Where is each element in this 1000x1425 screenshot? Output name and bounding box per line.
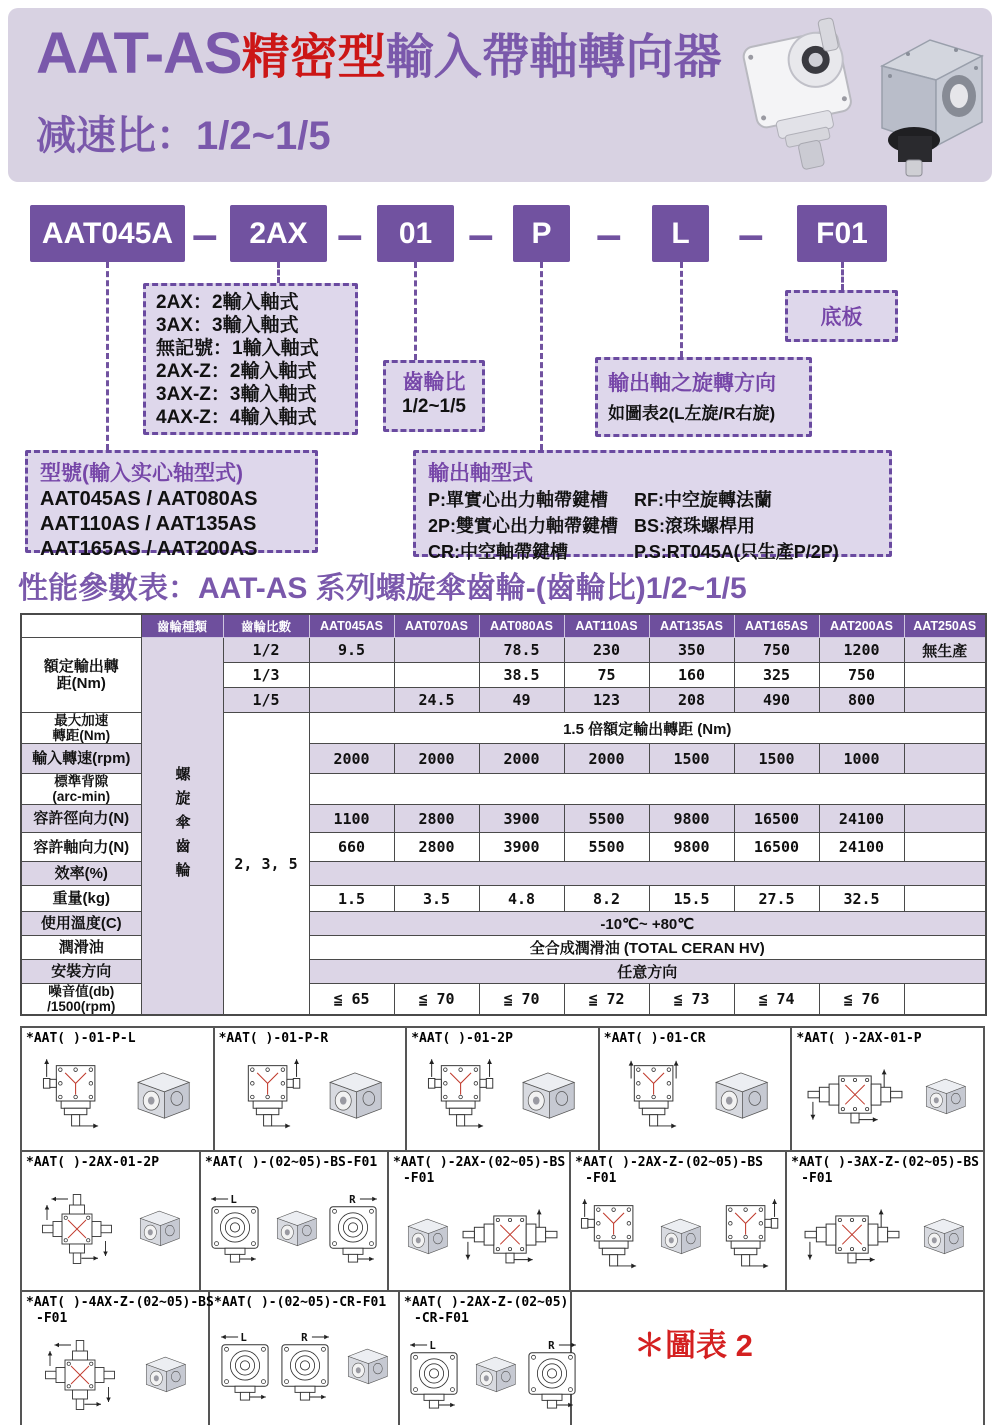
connector-line: [680, 262, 683, 357]
value-cell: ≦ 74: [734, 984, 819, 1016]
model-code-segment: P: [513, 205, 570, 262]
table-header-cell: AAT070AS: [394, 614, 479, 638]
gearbox-two-axis-drawing: [800, 1203, 904, 1271]
value-cell: 750: [734, 638, 819, 663]
value-cell: 1500: [734, 744, 819, 774]
gearbox-two-axis-drawing: [803, 1063, 907, 1131]
value-cell: 32.5: [819, 886, 904, 912]
figure-cell-drawings: [26, 1327, 204, 1423]
gearbox-isometric-drawing: [649, 1214, 707, 1261]
callout-input-shaft-types: [143, 283, 358, 435]
figure-cell-label: *AAT( )-01-CR: [603, 1031, 706, 1046]
value-cell: 3900: [479, 805, 564, 833]
model-code-segment: L: [652, 205, 709, 262]
value-cell: 208: [649, 688, 734, 713]
callout-line: 2AX-Z：2輸入軸式: [156, 361, 317, 382]
callout-model-list: [25, 450, 318, 560]
figure-grid: [20, 1026, 985, 1425]
callout-line: 2P:雙實心出力軸帶鍵槽: [428, 516, 619, 536]
callout-rotation-direction: [595, 357, 812, 437]
figure-cell-label: *AAT( )-2AX-Z-(02~05)-BS -F01: [575, 1155, 781, 1187]
value-cell: [904, 663, 986, 688]
value-cell: [904, 688, 986, 713]
figure-note: ＊圖表 2: [634, 1328, 753, 1363]
value-cell: ≦ 70: [394, 984, 479, 1016]
svg-text:L: L: [429, 1338, 436, 1352]
row-label-cell: 輸入轉速(rpm): [21, 744, 141, 774]
value-cell: 160: [649, 663, 734, 688]
title-model-series: AAT-AS: [36, 21, 242, 86]
value-cell: 2800: [394, 833, 479, 862]
value-cell: 123: [564, 688, 649, 713]
table-header-cell: AAT110AS: [564, 614, 649, 638]
gearbox-front-view-drawing: [707, 1196, 781, 1278]
value-cell: 1.5: [309, 886, 394, 912]
gearbox-front-view-drawing: [37, 1056, 111, 1138]
callout-line: 2AX：2輸入軸式: [156, 292, 299, 313]
callout-value: 1/2~1/5: [402, 396, 466, 417]
connector-line: [106, 262, 109, 450]
gearbox-four-axis-drawing: [38, 1333, 122, 1417]
gearbox-flange-view-left-drawing: [404, 1336, 464, 1414]
callout-line: 4AX-Z：4輸入軸式: [156, 407, 317, 428]
figure-cell: [400, 1292, 572, 1425]
gearbox-dual-shaft-drawing: [422, 1056, 496, 1138]
callout-title: 型號(輸入实心轴型式): [40, 462, 243, 485]
performance-table: [20, 613, 987, 1016]
value-cell: [394, 638, 479, 663]
figure-cell-label-line2: -F01: [801, 1171, 833, 1186]
gearbox-flange-view-left-drawing: [205, 1190, 265, 1268]
svg-text:L: L: [230, 1192, 237, 1206]
merged-value-cell: 1.5 倍額定輸出轉距 (Nm): [309, 713, 986, 744]
gearbox-isometric-drawing: [396, 1214, 454, 1261]
callout-line: AAT045AS / AAT080AS: [40, 488, 258, 510]
table-header-cell: 齒輪種類: [141, 614, 223, 638]
figure-cell: [389, 1152, 571, 1290]
model-code-segment: 2AX: [230, 205, 327, 262]
row-label-cell: 重量(kg): [21, 886, 141, 912]
value-cell: 490: [734, 688, 819, 713]
value-cell: 24100: [819, 805, 904, 833]
value-cell: 24100: [819, 833, 904, 862]
figure-cell: [210, 1292, 400, 1425]
value-cell: 8.2: [564, 886, 649, 912]
figure-cell-drawings: [393, 1187, 565, 1287]
title-product-name: 輸入帶軸轉向器: [385, 31, 722, 84]
value-cell: [904, 886, 986, 912]
figure-cell-label: *AAT( )-(02~05)-BS-F01: [204, 1155, 378, 1170]
value-cell: 15.5: [649, 886, 734, 912]
ratio-cell: 1/5: [223, 688, 309, 713]
value-cell: 1000: [819, 744, 904, 774]
value-cell: [904, 833, 986, 862]
merged-value-cell: [309, 862, 986, 886]
figure-cell-drawings: [214, 1311, 394, 1423]
row-label-cell: 額定輸出轉 距(Nm): [21, 638, 141, 713]
callout-line: P.S:RT045A(只生產P/2P): [634, 542, 839, 562]
gearbox-front-view-drawing: [575, 1196, 649, 1278]
table-corner-cell: [21, 614, 141, 638]
table-header-cell: AAT045AS: [309, 614, 394, 638]
row-label-cell: 安裝方向: [21, 960, 141, 984]
value-cell: ≦ 73: [649, 984, 734, 1016]
figure-grid-spacer: [572, 1292, 983, 1425]
value-cell: [309, 688, 394, 713]
value-cell: 5500: [564, 805, 649, 833]
callout-line: BS:滾珠螺桿用: [634, 516, 756, 536]
code-separator-dash: –: [468, 207, 494, 260]
figure-cell-label: *AAT( )-01-P-L: [26, 1031, 136, 1046]
gearbox-flange-view-right-drawing: [323, 1190, 383, 1268]
figure-cell-drawings: [26, 1171, 195, 1287]
value-cell: 2800: [394, 805, 479, 833]
gearbox-isometric-drawing: [134, 1352, 192, 1399]
product-photo-gray-gearbox: [868, 24, 998, 182]
gearbox-flange-view-left-drawing: [215, 1328, 275, 1406]
connector-line: [414, 262, 417, 360]
table-header-cell: AAT200AS: [819, 614, 904, 638]
merged-value-cell: -10℃~ +80℃: [309, 912, 986, 936]
row-label-cell: 容許徑向力(N): [21, 805, 141, 833]
gearbox-isometric-drawing: [507, 1066, 583, 1128]
product-photo-white-gearbox: [724, 12, 876, 180]
gearbox-isometric-drawing: [265, 1206, 323, 1253]
ratio-cell: 1/3: [223, 663, 309, 688]
gearbox-four-axis-drawing: [35, 1187, 119, 1271]
figure-cell: [792, 1028, 983, 1150]
gearbox-isometric-drawing: [464, 1352, 522, 1399]
ratio-cell: 1/2: [223, 638, 309, 663]
callout-base-plate: [785, 290, 898, 342]
figure-cell-drawings: [26, 1047, 209, 1147]
value-cell: 24.5: [394, 688, 479, 713]
svg-text:R: R: [349, 1192, 356, 1206]
figure-cell: [22, 1028, 215, 1150]
value-cell: 38.5: [479, 663, 564, 688]
figure-cell-drawings: [575, 1187, 781, 1287]
value-cell: 230: [564, 638, 649, 663]
value-cell: 800: [819, 688, 904, 713]
value-cell: 75: [564, 663, 649, 688]
gearbox-isometric-drawing: [700, 1066, 776, 1128]
value-cell: [394, 663, 479, 688]
callout-line: 無記號：1輸入軸式: [156, 338, 319, 359]
svg-text:R: R: [301, 1330, 308, 1344]
model-code-diagram: [0, 182, 1000, 565]
code-separator-dash: –: [192, 207, 218, 260]
value-cell: 16500: [734, 805, 819, 833]
svg-text:R: R: [548, 1338, 555, 1352]
value-cell: 9.5: [309, 638, 394, 663]
value-cell: 325: [734, 663, 819, 688]
figure-cell-drawings: [205, 1171, 383, 1287]
figure-cell: [201, 1152, 389, 1290]
row-label-cell: 潤滑油: [21, 936, 141, 960]
figure-cell: [22, 1152, 201, 1290]
value-cell: 3900: [479, 833, 564, 862]
model-code-segment: F01: [797, 205, 887, 262]
code-separator-dash: –: [596, 207, 622, 260]
figure-cell: [22, 1292, 214, 1425]
value-cell: 660: [309, 833, 394, 862]
connector-line: [277, 262, 280, 283]
value-cell: 1200: [819, 638, 904, 663]
row-label-cell: 噪音值(db) /1500(rpm): [21, 984, 141, 1016]
figure-cell-label-line2: -F01: [402, 1171, 435, 1186]
gearbox-isometric-drawing: [914, 1074, 972, 1121]
callout-title: 輸出軸之旋轉方向: [608, 372, 776, 395]
code-separator-dash: –: [337, 207, 363, 260]
gearbox-two-axis-drawing: [458, 1203, 562, 1271]
model-code-segment: 01: [377, 205, 454, 262]
value-cell: 2000: [309, 744, 394, 774]
value-cell: 無生產: [904, 638, 986, 663]
value-cell: [904, 805, 986, 833]
gearbox-isometric-drawing: [122, 1066, 198, 1128]
figure-cell: [571, 1152, 787, 1290]
model-code-segment: AAT045A: [30, 205, 185, 262]
connector-line: [841, 262, 844, 290]
value-cell: 2000: [394, 744, 479, 774]
callout-line: 3AX：3輸入軸式: [156, 315, 299, 336]
figure-cell: [215, 1028, 408, 1150]
table-header-cell: AAT080AS: [479, 614, 564, 638]
table-header-cell: 齒輪比數: [223, 614, 309, 638]
gearbox-front-view-drawing: [229, 1056, 303, 1138]
callout-line: P:單實心出力軸帶鍵槽: [428, 490, 608, 510]
callout-line: CR:中空軸帶鍵槽: [428, 542, 568, 562]
figure-cell-label: *AAT( )-(02~05)-CR-F01: [214, 1295, 387, 1310]
figure-cell-drawings: [411, 1047, 594, 1147]
figure-cell-label: *AAT( )-3AX-Z-(02~05)-BS -F01: [791, 1155, 979, 1186]
figure-cell-drawings: [604, 1047, 787, 1147]
merged-value-cell: 任意方向: [309, 960, 986, 984]
gearbox-isometric-drawing: [336, 1344, 394, 1391]
gearbox-isometric-drawing: [912, 1214, 970, 1261]
figure-cell-drawings: [796, 1047, 979, 1147]
value-cell: 78.5: [479, 638, 564, 663]
callout-title: 齒輪比: [402, 371, 466, 394]
figure-cell-label: *AAT( )-2AX-01-2P: [26, 1155, 160, 1170]
callout-gear-ratio: [383, 360, 485, 432]
figure-row: [22, 1152, 983, 1292]
value-cell: 1500: [649, 744, 734, 774]
page-title: [36, 18, 722, 105]
value-cell: 750: [819, 663, 904, 688]
figure-cell: [407, 1028, 600, 1150]
callout-title: 底板: [820, 306, 863, 329]
row-label-cell: 標準背隙 (arc-min): [21, 774, 141, 805]
figure-cell-label-line2: -F01: [36, 1311, 68, 1326]
value-cell: ≦ 72: [564, 984, 649, 1016]
merged-value-cell: 全合成潤滑油 (TOTAL CERAN HV): [309, 936, 986, 960]
figure-cell-label: *AAT( )-01-2P: [411, 1031, 513, 1046]
figure-cell-drawings: [404, 1327, 566, 1423]
value-cell: 4.8: [479, 886, 564, 912]
code-separator-dash: –: [738, 207, 764, 260]
callout-line: AAT110AS / AAT135AS: [40, 513, 257, 535]
ratio-group-cell: 2, 3, 5: [223, 713, 309, 1016]
figure-cell-label: *AAT( )-01-P-R: [218, 1031, 329, 1046]
row-label-cell: 最大加速 轉距(Nm): [21, 713, 141, 744]
value-cell: ≦ 70: [479, 984, 564, 1016]
value-cell: ≦ 76: [819, 984, 904, 1016]
value-cell: 27.5: [734, 886, 819, 912]
callout-title: 輸出軸型式: [428, 462, 533, 485]
value-cell: 2000: [479, 744, 564, 774]
figure-cell: [787, 1152, 983, 1290]
gearbox-isometric-drawing: [128, 1206, 186, 1253]
figure-cell-label: *AAT( )-4AX-Z-(02~05)-BS -F01: [26, 1295, 214, 1326]
value-cell: 49: [479, 688, 564, 713]
figure-cell-label-line2: -CR-F01: [414, 1311, 469, 1326]
row-label-cell: 使用溫度(C): [21, 912, 141, 936]
header-band: [8, 8, 992, 182]
figure-cell-label: *AAT( )-2AX-01-P: [796, 1031, 922, 1046]
callout-output-shaft-types: [413, 450, 892, 562]
gear-type-cell: 螺旋傘齒輪: [141, 638, 223, 1016]
figure-cell-label-line2: -F01: [585, 1171, 617, 1186]
value-cell: [904, 984, 986, 1016]
value-cell: 5500: [564, 833, 649, 862]
row-label-cell: 容許軸向力(N): [21, 833, 141, 862]
gearbox-hollow-shaft-drawing: [615, 1056, 689, 1138]
performance-section-title: 性能參數表：AAT-AS 系列螺旋傘齒輪-(齒輪比)1/2~1/5: [18, 572, 747, 605]
figure-cell-label: *AAT( )-2AX-Z-(02~05) -CR-F01: [404, 1295, 569, 1326]
table-header-cell: AAT165AS: [734, 614, 819, 638]
value-cell: 9800: [649, 833, 734, 862]
value-cell: 3.5: [394, 886, 479, 912]
subtitle-reduction-ratio: 减速比：1/2~1/5: [36, 114, 331, 158]
table-header-cell: AAT250AS: [904, 614, 986, 638]
callout-line: AAT165AS / AAT200AS: [40, 538, 258, 560]
figure-cell: [600, 1028, 793, 1150]
value-cell: 9800: [649, 805, 734, 833]
value-cell: [904, 744, 986, 774]
value-cell: [309, 663, 394, 688]
value-cell: 1100: [309, 805, 394, 833]
datasheet-page: [0, 8, 1000, 1425]
merged-value-cell: [309, 774, 986, 805]
figure-row: [22, 1028, 983, 1152]
title-precision-type: 精密型: [241, 31, 386, 84]
callout-line: 3AX-Z：3輸入軸式: [156, 384, 317, 405]
value-cell: 350: [649, 638, 734, 663]
gearbox-isometric-drawing: [314, 1066, 390, 1128]
value-cell: 16500: [734, 833, 819, 862]
callout-line: RF:中空旋轉法蘭: [634, 490, 773, 510]
figure-cell-drawings: [219, 1047, 402, 1147]
figure-cell-drawings: [791, 1187, 979, 1287]
connector-line: [540, 262, 543, 450]
row-label-cell: 效率(%): [21, 862, 141, 886]
value-cell: ≦ 65: [309, 984, 394, 1016]
table-header-cell: AAT135AS: [649, 614, 734, 638]
callout-value: 如圖表2(L左旋/R右旋): [608, 404, 776, 423]
gearbox-flange-view-right-drawing: [275, 1328, 335, 1406]
svg-text:L: L: [239, 1330, 247, 1344]
figure-row: [22, 1292, 983, 1425]
value-cell: 2000: [564, 744, 649, 774]
figure-cell-label: *AAT( )-2AX-(02~05)-BS -F01: [392, 1155, 566, 1186]
